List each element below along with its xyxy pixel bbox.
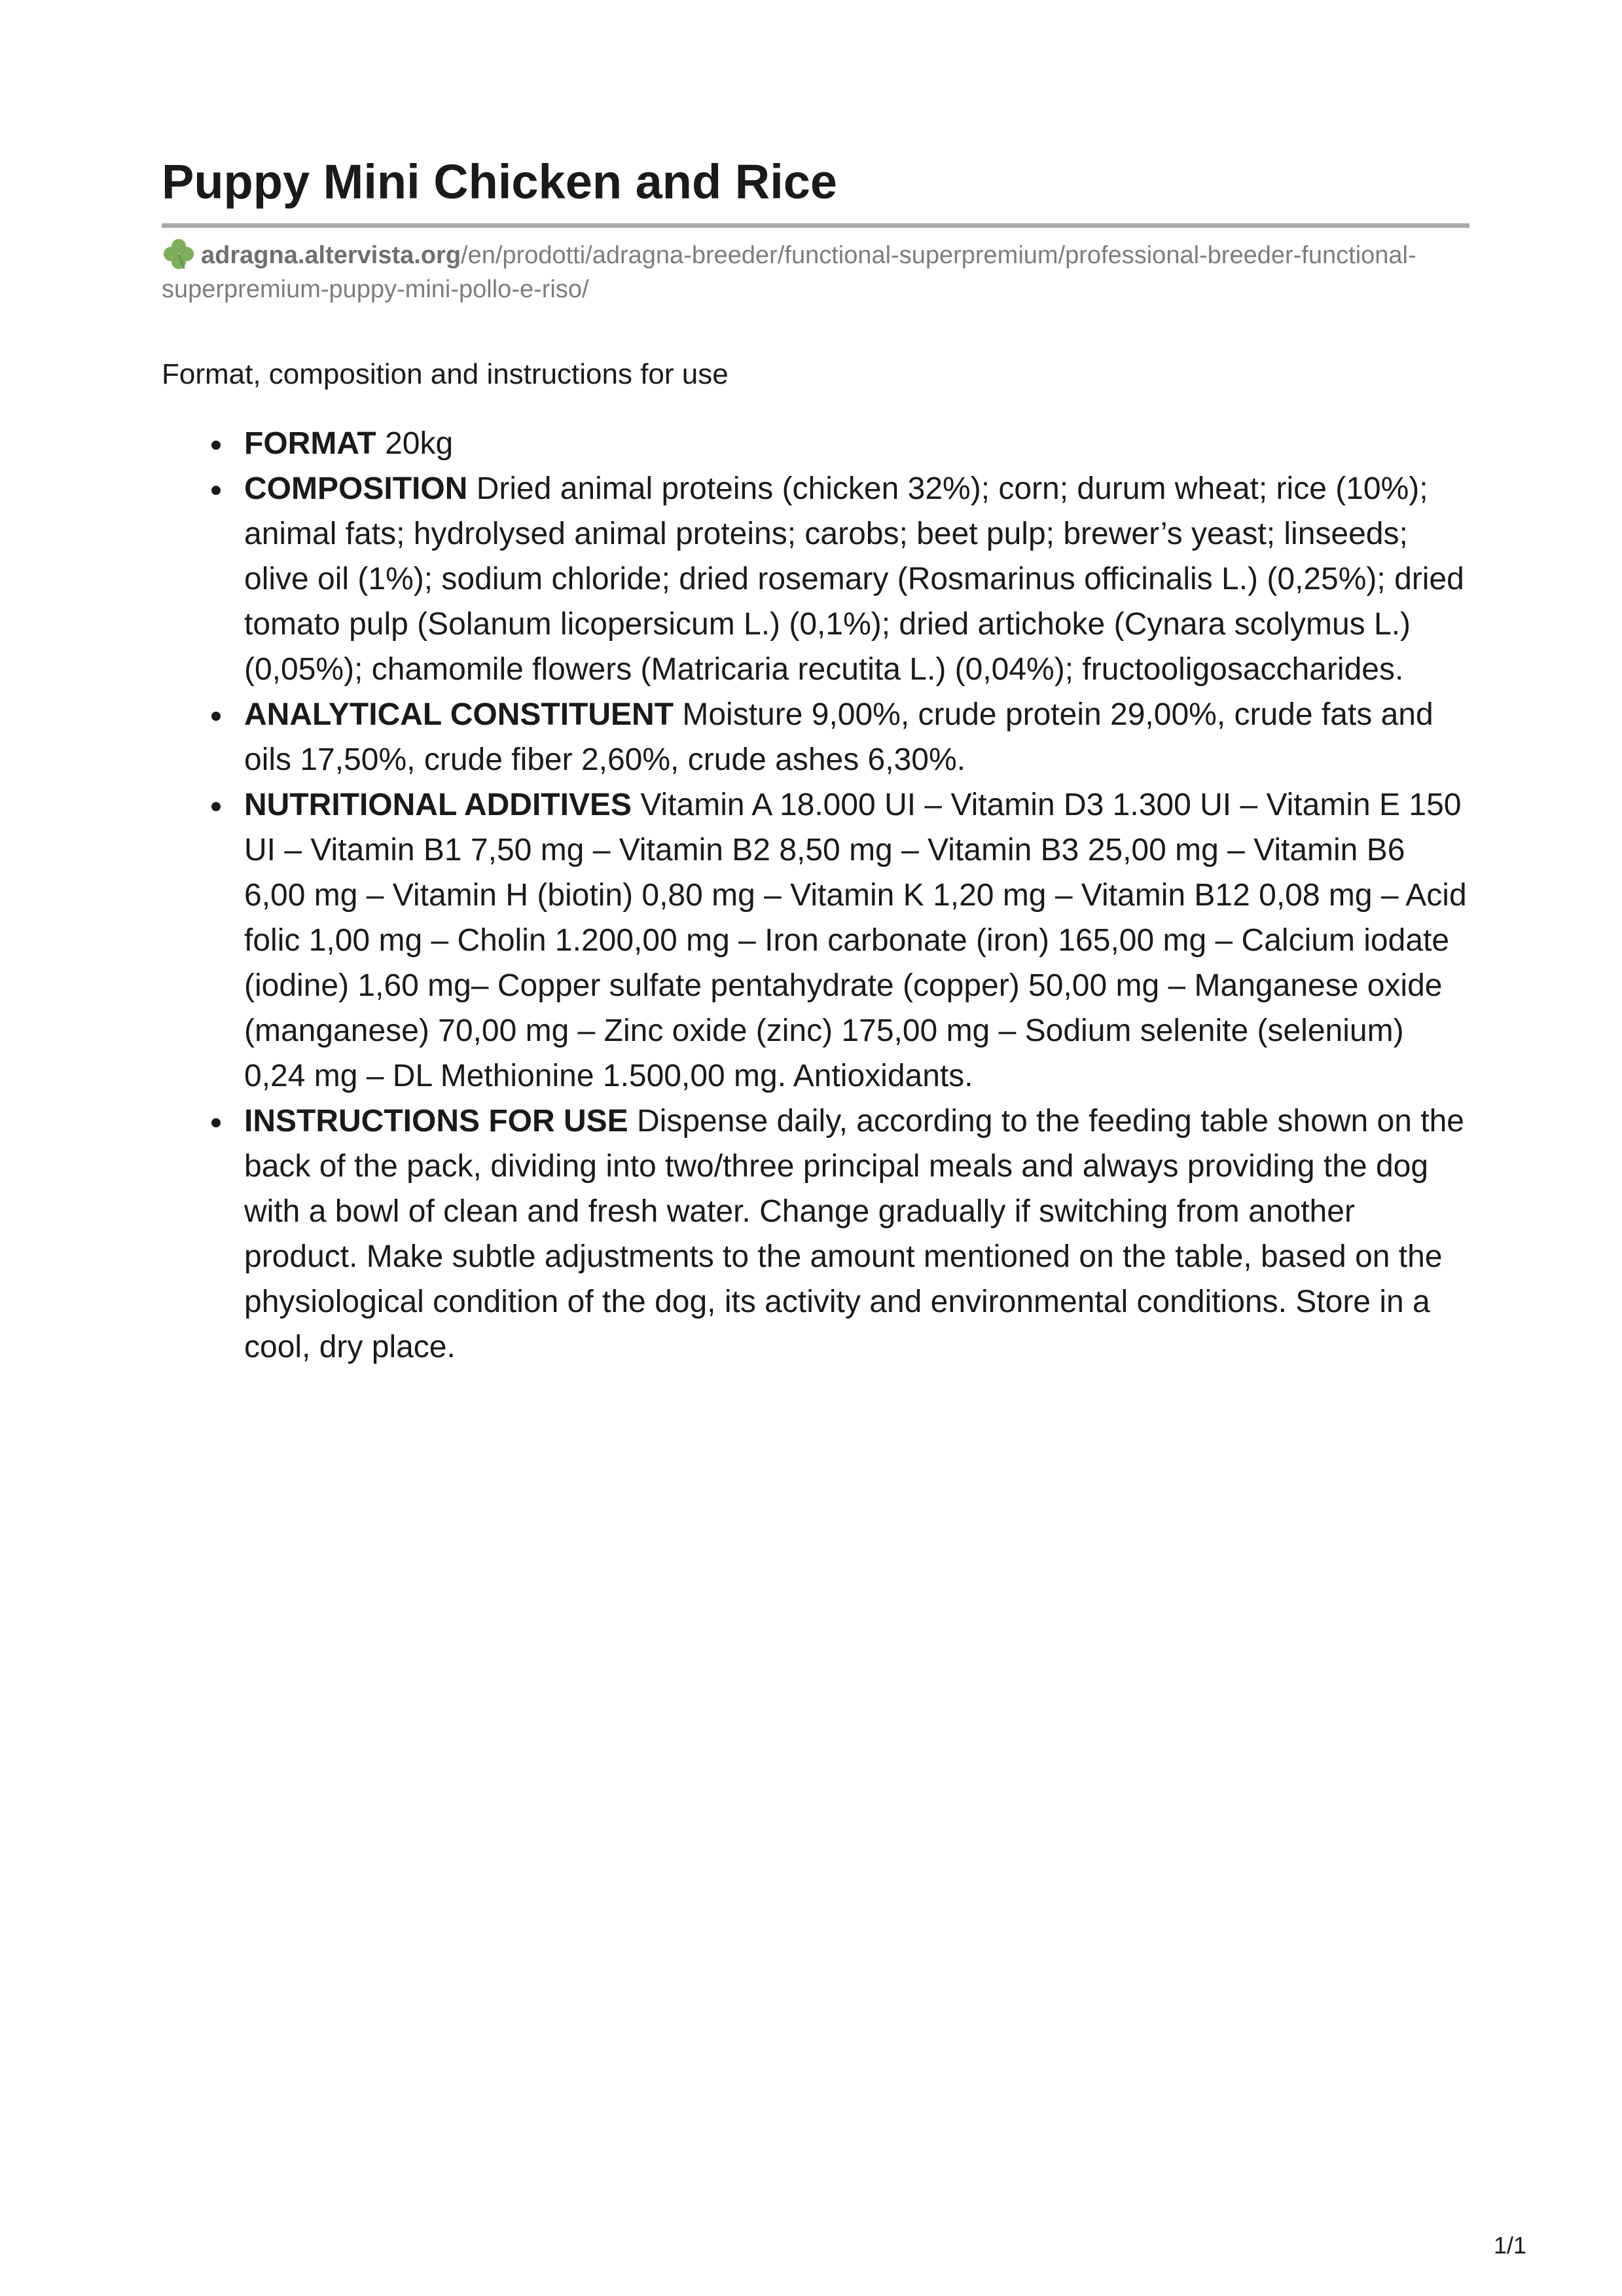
item-label: ANALYTICAL CONSTITUENT (244, 697, 674, 732)
bullet-icon (211, 486, 221, 495)
page-title: Puppy Mini Chicken and Rice (162, 155, 838, 209)
item-text: Vitamin A 18.000 UI – Vitamin D3 1.300 UI – Vitamin E 150 UI – Vitamin B1 7,50 mg – Vitamin B2 8,50 mg – Vitamin B3 25,00 mg – Vitamin B6 6,00 mg – Vitamin H (biotin) 0,80 mg – Vitamin K 1,20 mg – Vitamin B12 0,08 mg – Acid folic 1,00 mg – Cholin 1.200,00 mg – Iron carbonate (iron) 165,00 mg – Calcium iodate (iodine) 1,60 mg– Copper sulfate pentahydrate (copper) 50,00 mg – Manganese oxide (manganese) 70,00 mg – Zinc oxide (zinc) 175,00 mg – Sodium selenite (selenium) 0,24 mg – DL Methionine 1.500,00 mg. Antioxidants. (244, 788, 1467, 1093)
bullet-icon (211, 802, 221, 811)
item-text: Dispense daily, according to the feeding table shown on the back of the pack, dividing into two/three principal meals and always providing the dog with a bowl of clean and fresh water. Change gradually if switching from another product. Make subtle adjustments to the amount mentioned on the table, based on the physiological condition of the dog, its activity and environmental conditions. Store in a cool, dry place. (244, 1104, 1464, 1364)
list-item-nutritional-additives (162, 782, 1469, 1099)
item-text: Dried animal proteins (chicken 32%); corn; durum wheat; rice (10%); animal fats; hydrolysed animal proteins; carobs; beet pulp; brewer’s yeast; linseeds; olive oil (1%); sodium chloride; dried rosemary (Rosmarinus officinalis L.) (0,25%); dried tomato pulp (Solanum licopersicum L.) (0,1%); dried artichoke (Cynara scolymus L.) (0,05%); chamomile flowers (Matricaria recutita L.) (0,04%); fructooligosaccharides. (244, 471, 1464, 687)
list-item-composition (162, 466, 1469, 692)
list-item-instructions-for-use (162, 1099, 1469, 1370)
page-number: 1/1 (1494, 2232, 1527, 2259)
list-item-analytical-constituent (162, 692, 1469, 782)
item-text: Moisture 9,00%, crude protein 29,00%, crude fats and oils 17,50%, crude fiber 2,60%, crude ashes 6,30%. (244, 697, 1433, 777)
bullet-icon (211, 1118, 221, 1127)
bullet-icon (211, 712, 221, 721)
item-label: INSTRUCTIONS FOR USE (244, 1104, 628, 1139)
source-domain[interactable]: adragna.altervista.org (201, 242, 461, 269)
item-text: 20kg (385, 426, 454, 461)
source-path[interactable]: /en/prodotti/adragna-breeder/functional-superpremium/professional-breeder-functional-superpremium-puppy-mini-pollo-e-riso/ (162, 242, 1416, 303)
item-label: FORMAT (244, 426, 376, 461)
clover-icon (162, 237, 196, 271)
spec-list (162, 421, 1469, 1370)
title-divider (162, 223, 1469, 228)
bullet-icon (211, 441, 221, 450)
item-label: NUTRITIONAL ADDITIVES (244, 788, 632, 822)
item-label: COMPOSITION (244, 471, 468, 506)
source-url[interactable] (162, 237, 1469, 306)
intro-text: Format, composition and instructions for use (162, 358, 729, 390)
list-item-format (162, 421, 1469, 466)
